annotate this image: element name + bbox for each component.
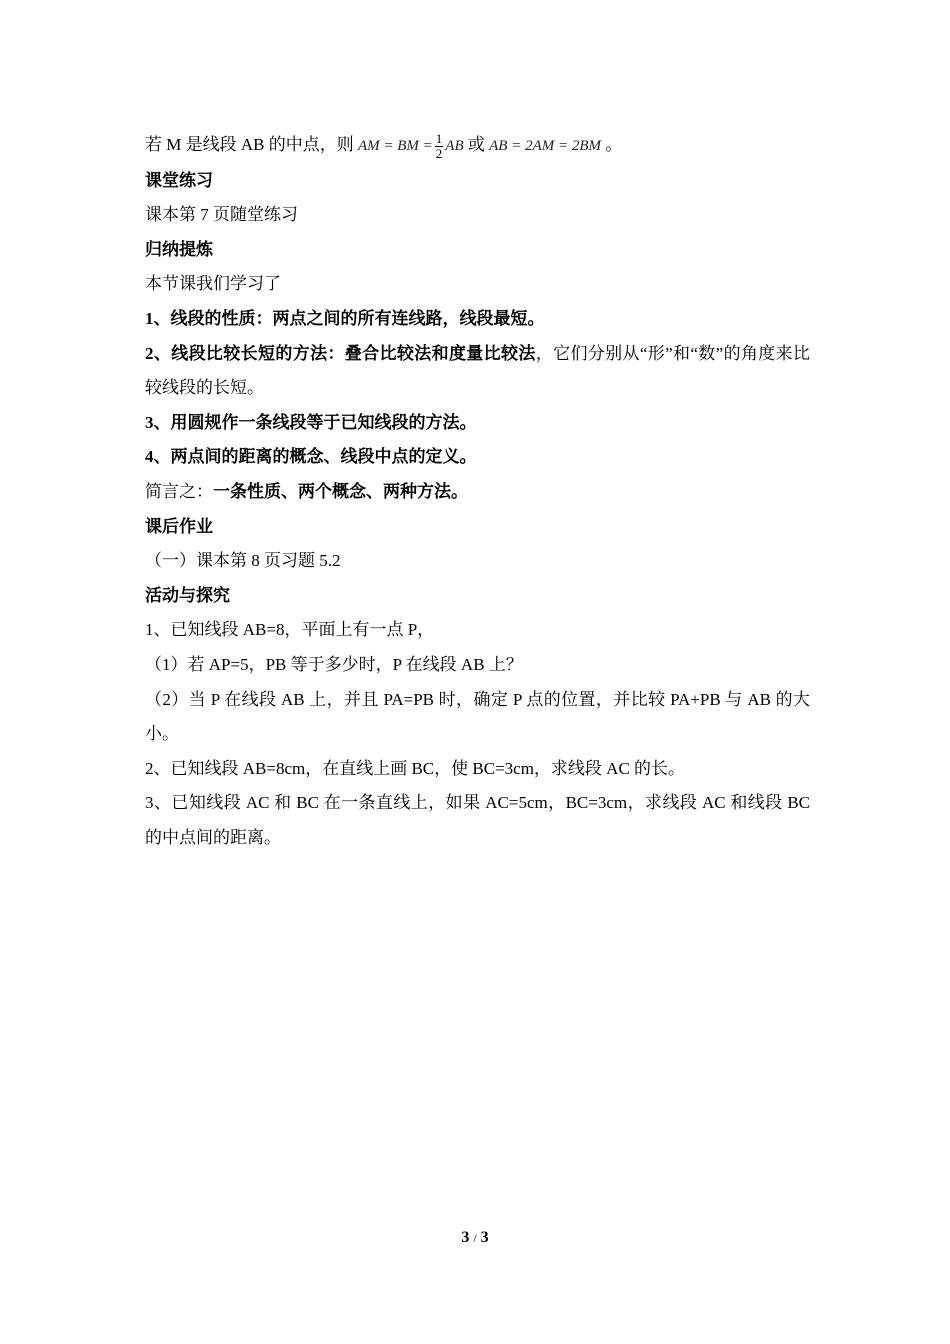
current-page: 3 <box>461 1229 470 1246</box>
summary-intro: 本节课我们学习了 <box>145 274 281 294</box>
page-number <box>0 1228 950 1248</box>
fraction-numerator: 1 <box>435 130 443 146</box>
summary-heading: 归纳提炼 <box>145 239 213 259</box>
activity-item-1-2: （2）当 P 在线段 AB 上，并且 PA=PB 时，确定 P 点的位置，并比较 PA+PB 与 AB 的大小。 <box>145 689 810 744</box>
activity-item-2: 2、已知线段 AB=8cm，在直线上画 BC，使 BC=3cm，求线段 AC 的长。 <box>145 758 686 778</box>
homework-heading: 课后作业 <box>145 516 213 536</box>
activity-item-1: 1、已知线段 AB=8，平面上有一点 P， <box>145 620 435 640</box>
midpoint-equation-1-tail: AB <box>445 138 464 154</box>
activity-item-1-1: （1）若 AP=5，PB 等于多少时，P 在线段 AB 上？ <box>145 654 523 674</box>
document-body <box>145 128 810 855</box>
midpoint-formula <box>145 128 810 164</box>
fraction-one-half <box>435 132 444 161</box>
summary-item-3: 3、用圆规作一条线段等于已知线段的方法。 <box>145 412 477 432</box>
midpoint-conjunction: 或 <box>463 135 490 154</box>
page-separator: / <box>473 1231 477 1245</box>
summary-item-4: 4、两点间的距离的概念、线段中点的定义。 <box>145 447 477 467</box>
midpoint-prefix: 若 M 是线段 AB 的中点，则 <box>145 135 358 154</box>
summary-item-2-rest: ，它们分别从“形”和“数”的角度来比较线段的长短。 <box>145 343 810 398</box>
summary-item-1: 1、线段的性质：两点之间的所有连线路，线段最短。 <box>145 308 545 328</box>
summary-brief-bold: 一条性质、两个概念、两种方法。 <box>213 481 468 501</box>
summary-item-2 <box>145 337 810 406</box>
fraction-denominator: 2 <box>435 145 443 161</box>
midpoint-equation-2: AB = 2AM = 2BM <box>489 138 602 154</box>
total-pages: 3 <box>480 1229 489 1246</box>
practice-text: 课本第 7 页随堂练习 <box>145 205 298 225</box>
activity-heading: 活动与探究 <box>145 585 230 605</box>
midpoint-end: 。 <box>601 135 623 154</box>
practice-heading: 课堂练习 <box>145 170 213 190</box>
activity-item-3: 3、已知线段 AC 和 BC 在一条直线上，如果 AC=5cm，BC=3cm，求线段 AC 和线段 BC 的中点间的距离。 <box>145 793 810 847</box>
summary-brief-prefix: 简言之： <box>145 481 213 501</box>
summary-brief <box>145 475 810 510</box>
midpoint-equation-1: AM = BM = <box>357 138 433 154</box>
homework-text: （一）课本第 8 页习题 5.2 <box>145 551 341 571</box>
summary-item-2-bold: 2、线段比较长短的方法：叠合比较法和度量比较法 <box>145 343 536 363</box>
